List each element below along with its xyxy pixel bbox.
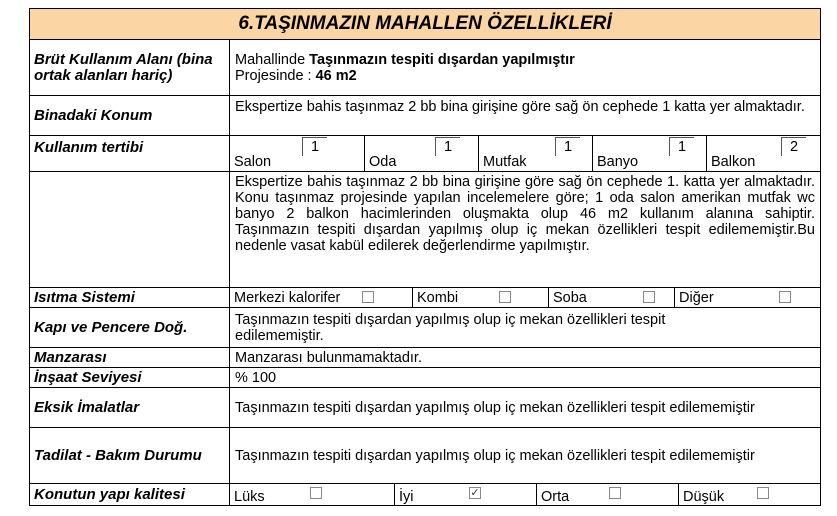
row-heating [30, 287, 820, 307]
gross-area-value [230, 40, 820, 95]
heating-option [548, 288, 674, 307]
quality-option-label: Düşük [683, 489, 725, 505]
room-name: Balkon [711, 154, 756, 170]
heating-option [674, 288, 821, 307]
row-missing-works [30, 387, 820, 427]
heating-option [230, 288, 412, 307]
property-features-table [29, 8, 821, 506]
room-count: 1 [555, 137, 580, 156]
renovation-text: Taşınmazın tespiti dışardan yapılmış olup iç mekan özellikleri tespit edilememiştir [235, 447, 755, 464]
quality-option-label: Orta [541, 489, 570, 505]
checkbox-icon[interactable] [643, 291, 655, 303]
room-layout-values [230, 136, 820, 171]
quality-option [536, 484, 678, 506]
checkmark-icon[interactable]: ✓ [470, 487, 480, 499]
heating-option [412, 288, 548, 307]
doors-windows-value [230, 308, 820, 347]
checkbox-icon[interactable] [757, 487, 769, 499]
row-doors-windows [30, 307, 820, 347]
construction-level-label: İnşaat Seviyesi [30, 368, 230, 387]
gross-area-line1-prefix: Mahallinde [235, 51, 310, 68]
room-item [706, 136, 821, 171]
missing-works-label: Eksik İmalatlar [30, 388, 230, 427]
room-item [230, 136, 364, 171]
room-name: Oda [369, 154, 397, 170]
renovation-value [230, 428, 820, 483]
room-item [478, 136, 592, 171]
build-quality-options [230, 484, 820, 506]
view-value: Manzarası bulunmamaktadır. [235, 349, 422, 366]
construction-level-value: % 100 [235, 369, 277, 386]
location-value: Ekspertize bahis taşınmaz 2 bb bina girişine göre sağ ön cephede 1 katta yer almaktadır. [235, 99, 805, 115]
checkbox-icon[interactable] [310, 487, 322, 499]
row-renovation [30, 427, 820, 483]
doors-windows-label: Kapı ve Pencere Doğ. [30, 308, 230, 347]
heating-option-label: Merkezi kalorifer [234, 290, 341, 306]
room-count: 1 [302, 137, 327, 156]
row-view [30, 347, 820, 367]
view-label: Manzarası [30, 348, 230, 367]
heating-options [230, 288, 820, 307]
checkbox-icon[interactable] [779, 291, 791, 303]
quality-option-label: İyi [399, 489, 414, 505]
checkbox-icon[interactable] [362, 291, 374, 303]
quality-option [394, 484, 536, 506]
renovation-label: Tadilat - Bakım Durumu [30, 428, 230, 483]
heating-option-label: Kombi [417, 290, 459, 306]
room-count: 1 [669, 137, 694, 156]
checkbox-icon[interactable] [609, 487, 621, 499]
quality-option [230, 484, 394, 506]
heating-option-label: Soba [553, 290, 587, 306]
section-title: 6.TAŞINMAZIN MAHALLEN ÖZELLİKLERİ [30, 9, 820, 39]
row-room-layout [30, 135, 820, 171]
missing-works-value [230, 388, 820, 427]
gross-area-line2-bold: 46 m2 [315, 67, 357, 84]
row-description [30, 171, 820, 287]
gross-area-line2-prefix: Projesinde : [235, 67, 316, 84]
doors-windows-text: Taşınmazın tespiti dışardan yapılmış olup iç mekan özellikleri tespit edilememiştir. [235, 311, 666, 344]
room-layout-label: Kullanım tertibi [30, 136, 230, 171]
gross-area-line1-bold: Taşınmazın tespiti dışardan yapılmıştır [309, 51, 575, 68]
quality-option [678, 484, 821, 506]
heating-label: Isıtma Sistemi [30, 288, 230, 307]
room-count: 2 [781, 137, 806, 156]
room-name: Banyo [597, 154, 639, 170]
description-label [30, 172, 230, 287]
row-gross-area [30, 39, 820, 95]
location-label: Binadaki Konum [30, 96, 230, 135]
build-quality-label: Konutun yapı kalitesi [30, 484, 230, 506]
room-count: 1 [435, 137, 460, 156]
room-item [364, 136, 478, 171]
row-construction-level [30, 367, 820, 387]
heating-option-label: Diğer [679, 290, 714, 306]
checkbox-icon[interactable] [499, 291, 511, 303]
missing-works-text: Taşınmazın tespiti dışardan yapılmış olup iç mekan özellikleri tespit edilememiştir [235, 399, 755, 416]
gross-area-label: Brüt Kullanım Alanı (bina ortak alanları hariç) [30, 40, 230, 95]
room-name: Salon [234, 154, 272, 170]
quality-option-label: Lüks [234, 489, 265, 505]
row-location [30, 95, 820, 135]
room-item [592, 136, 706, 171]
row-build-quality [30, 483, 820, 506]
room-name: Mutfak [483, 154, 527, 170]
description-value: Ekspertize bahis taşınmaz 2 bb bina girişine göre sağ ön cephede 1. katta yer almaktadır. Konu taşınmaz projesinde yapılan incelemelere göre; 1 oda salon amerikan mutfak wc banyo 2 balkon hacimlerinden oluşmakta olup 46 m2 kullanım alanına sahiptir. Taşınmazın tespiti dışardan yapılmış olup iç mekan özellikleri tespit edilememiştir.Bu nedenle vasat kabül edilerek değerlendirme yapılmıştır. [235, 174, 815, 254]
